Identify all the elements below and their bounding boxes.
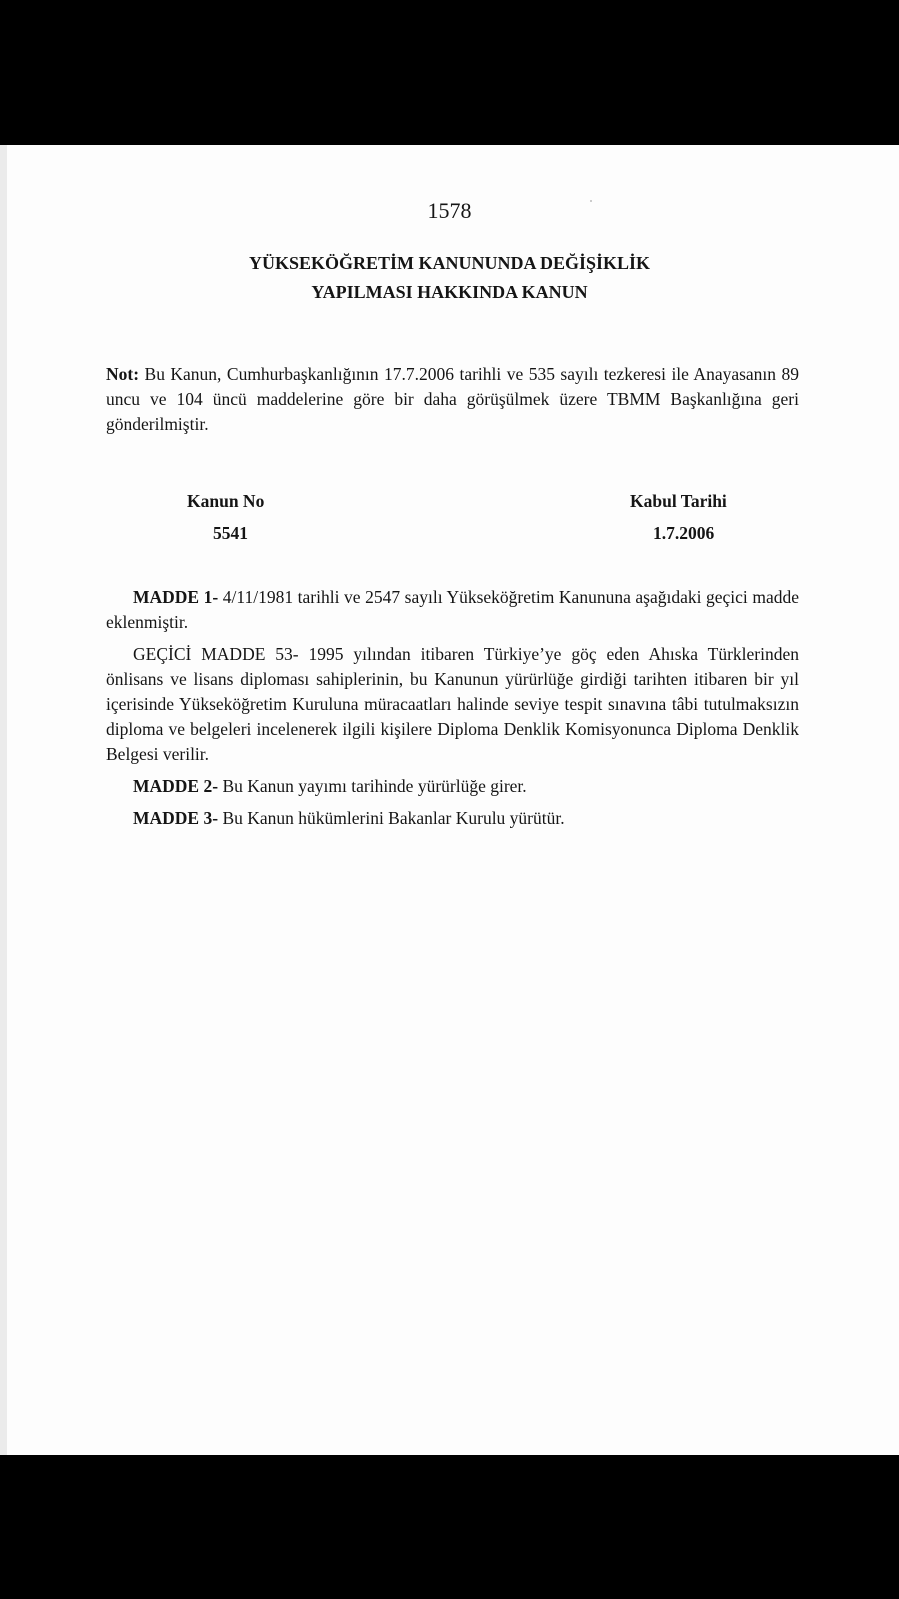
law-number-value: 5541 xyxy=(213,523,248,543)
note-text: Bu Kanun, Cumhurbaşkanlığının 17.7.2006 tarihli ve 535 sayılı tezkeresi ile Anayasanın 89 uncu ve 104 üncü maddelerine göre bir daha görüşülmek üzere TBMM Başkanlığına geri gönderilmiştir. xyxy=(106,364,800,434)
article-2-text: Bu Kanun yayımı tarihinde yürürlüğe girer. xyxy=(222,776,527,796)
law-title-line-2: YAPILMASI HAKKINDA KANUN xyxy=(311,282,588,302)
article-1-heading: MADDE 1- xyxy=(133,587,219,607)
temporary-article-53-text: GEÇİCİ MADDE 53- 1995 yılından itibaren Türkiye’ye göç eden Ahıska Türklerinden önlisans ve lisans diploması sahiplerinin, bu Kanunun yürürlüğe girdiği tarihten itibaren bir yıl içerisinde Yükseköğretim Kuruluna müracaatları halinde seviye tespit sınavına tâbi tutulmaksızın diploma ve belgeleri incelenerek ilgili kişilere Diploma Denklik Komisyonunca Diploma Denklik Belgesi verilir. xyxy=(106,644,799,764)
bottom-black-bar xyxy=(0,1455,899,1599)
note-paragraph xyxy=(106,362,799,437)
page-left-edge xyxy=(0,145,7,1455)
article-2 xyxy=(106,774,799,799)
article-2-heading: MADDE 2- xyxy=(133,776,219,796)
article-3 xyxy=(106,806,799,831)
article-1-text: 4/11/1981 tarihli ve 2547 sayılı Yükseköğretim Kanununa aşağıdaki geçici madde eklenmiştir. xyxy=(106,587,799,632)
acceptance-date-value: 1.7.2006 xyxy=(653,523,715,543)
law-number-label: Kanun No xyxy=(187,491,265,511)
article-1 xyxy=(106,585,799,635)
document-page xyxy=(0,145,899,1455)
article-3-heading: MADDE 3- xyxy=(133,808,219,828)
article-3-text: Bu Kanun hükümlerini Bakanlar Kurulu yürütür. xyxy=(222,808,565,828)
note-label: Not: xyxy=(106,364,140,384)
top-black-bar xyxy=(0,0,899,145)
law-title-line-1: YÜKSEKÖĞRETİM KANUNUNDA DEĞİŞİKLİK xyxy=(248,253,651,273)
page-number: 1578 xyxy=(427,198,472,223)
articles-section xyxy=(106,585,799,838)
acceptance-date-label: Kabul Tarihi xyxy=(630,491,727,511)
law-title xyxy=(0,249,899,307)
temporary-article-53 xyxy=(106,642,799,767)
